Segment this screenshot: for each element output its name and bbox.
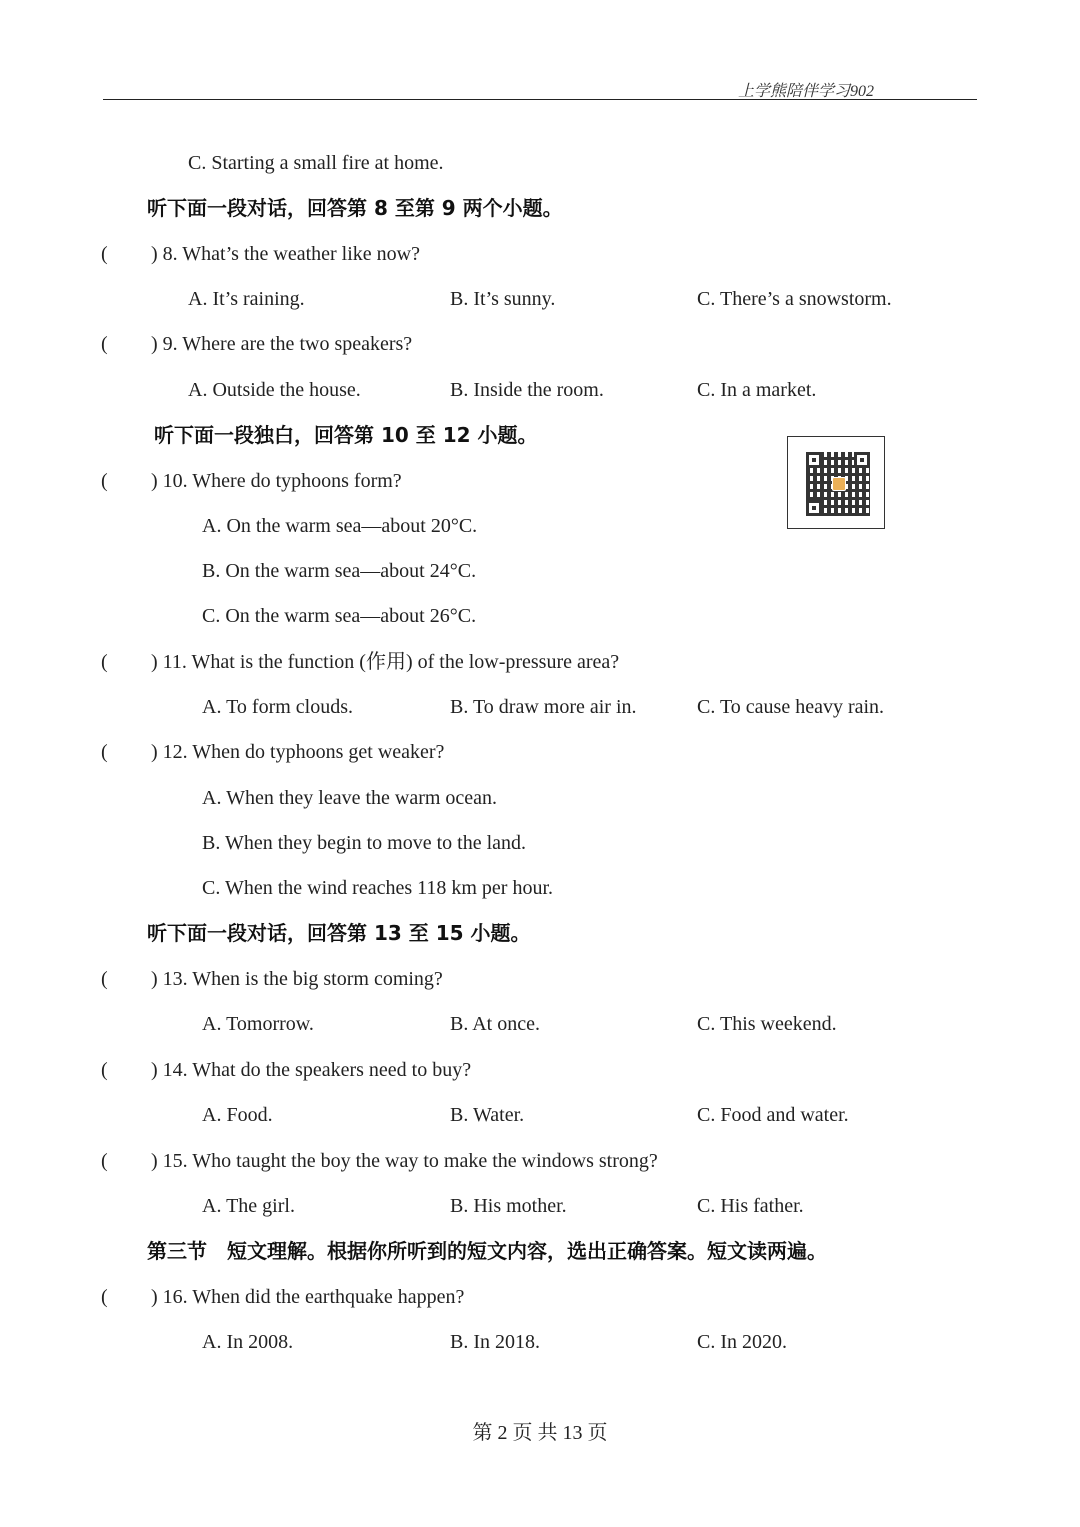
option-c: C. In a market. <box>697 379 817 401</box>
section-heading-10-12 <box>0 420 1080 450</box>
option-a: A. In 2008. <box>202 1331 294 1353</box>
answer-blank-open[interactable]: ( <box>101 1150 108 1172</box>
question-10-option-b <box>0 556 1080 586</box>
option-b: B. Inside the room. <box>450 379 604 401</box>
option-a: A. Food. <box>202 1104 273 1126</box>
option-c: C. To cause heavy rain. <box>697 696 885 718</box>
question-text: ) 10. Where do typhoons form? <box>151 470 402 492</box>
question-12-option-c <box>0 873 1080 903</box>
option-c: C. When the wind reaches 118 km per hour. <box>202 877 554 899</box>
option-a: A. When they leave the warm ocean. <box>202 787 498 809</box>
section-heading-part3 <box>0 1236 1080 1266</box>
option-a: A. To form clouds. <box>202 696 353 718</box>
answer-blank-open[interactable]: ( <box>101 741 108 763</box>
option-c: C. There’s a snowstorm. <box>697 288 892 310</box>
question-8 <box>0 239 1080 269</box>
question-12-option-b <box>0 828 1080 858</box>
question-16 <box>0 1282 1080 1312</box>
option-b: B. When they begin to move to the land. <box>202 832 527 854</box>
question-text: ) 16. When did the earthquake happen? <box>151 1286 465 1308</box>
question-11-options <box>0 692 1080 722</box>
question-10-option-c <box>0 601 1080 631</box>
option-c: C. On the warm sea—about 26°C. <box>202 605 477 627</box>
question-text: ) 14. What do the speakers need to buy? <box>151 1059 472 1081</box>
question-text: ) 8. What’s the weather like now? <box>151 243 420 265</box>
answer-blank-open[interactable]: ( <box>101 1059 108 1081</box>
option-a: A. Outside the house. <box>188 379 361 401</box>
question-15 <box>0 1146 1080 1176</box>
question-10 <box>0 466 1080 496</box>
answer-blank-open[interactable]: ( <box>101 968 108 990</box>
question-14-options <box>0 1100 1080 1130</box>
question-15-options <box>0 1191 1080 1221</box>
heading-text: 听下面一段对话，回答第 8 至第 9 两个小题。 <box>147 196 563 220</box>
option-c: C. This weekend. <box>697 1013 837 1035</box>
heading-text: 第三节 短文理解。根据你所听到的短文内容，选出正确答案。短文读两遍。 <box>147 1239 827 1263</box>
q7-option-c: C. Starting a small fire at home. <box>188 152 444 174</box>
question-14 <box>0 1055 1080 1085</box>
question-text: ) 9. Where are the two speakers? <box>151 333 413 355</box>
page-header: 上学熊陪伴学习902 <box>738 83 875 100</box>
option-a: A. On the warm sea—about 20°C. <box>202 515 478 537</box>
answer-blank-open[interactable]: ( <box>101 1286 108 1308</box>
option-b: B. His mother. <box>450 1195 567 1217</box>
question-text: ) 12. When do typhoons get weaker? <box>151 741 445 763</box>
question-9 <box>0 329 1080 359</box>
option-a: A. The girl. <box>202 1195 295 1217</box>
heading-text: 听下面一段独白，回答第 10 至 12 小题。 <box>154 423 538 447</box>
option-b: B. To draw more air in. <box>450 696 637 718</box>
section-heading-13-15 <box>0 918 1080 948</box>
option-c: C. Food and water. <box>697 1104 849 1126</box>
question-12-option-a <box>0 783 1080 813</box>
answer-blank-open[interactable]: ( <box>101 243 108 265</box>
question-10-option-a <box>0 511 1080 541</box>
header-rule <box>103 99 977 100</box>
option-c: C. In 2020. <box>697 1331 787 1353</box>
question-16-options <box>0 1327 1080 1357</box>
question-13-options <box>0 1009 1080 1039</box>
question-text: ) 13. When is the big storm coming? <box>151 968 443 990</box>
answer-blank-open[interactable]: ( <box>101 333 108 355</box>
heading-text: 听下面一段对话，回答第 13 至 15 小题。 <box>147 921 531 945</box>
question-text: ) 11. What is the function (作用) of the low-pressure area? <box>151 651 620 673</box>
section-heading-8-9 <box>0 193 1080 223</box>
option-b: B. At once. <box>450 1013 540 1035</box>
option-c: C. His father. <box>697 1195 804 1217</box>
option-b: B. On the warm sea—about 24°C. <box>202 560 477 582</box>
q7-option-c-line <box>0 148 1080 178</box>
option-a: A. Tomorrow. <box>202 1013 314 1035</box>
question-9-options <box>0 375 1080 405</box>
question-text: ) 15. Who taught the boy the way to make the windows strong? <box>151 1150 658 1172</box>
page-footer: 第 2 页 共 13 页 <box>472 1422 608 1444</box>
option-b: B. In 2018. <box>450 1331 540 1353</box>
question-11 <box>0 647 1080 677</box>
answer-blank-open[interactable]: ( <box>101 470 108 492</box>
answer-blank-open[interactable]: ( <box>101 651 108 673</box>
option-b: B. It’s sunny. <box>450 288 556 310</box>
option-a: A. It’s raining. <box>188 288 305 310</box>
question-12 <box>0 737 1080 767</box>
option-b: B. Water. <box>450 1104 525 1126</box>
question-13 <box>0 964 1080 994</box>
question-8-options <box>0 284 1080 314</box>
